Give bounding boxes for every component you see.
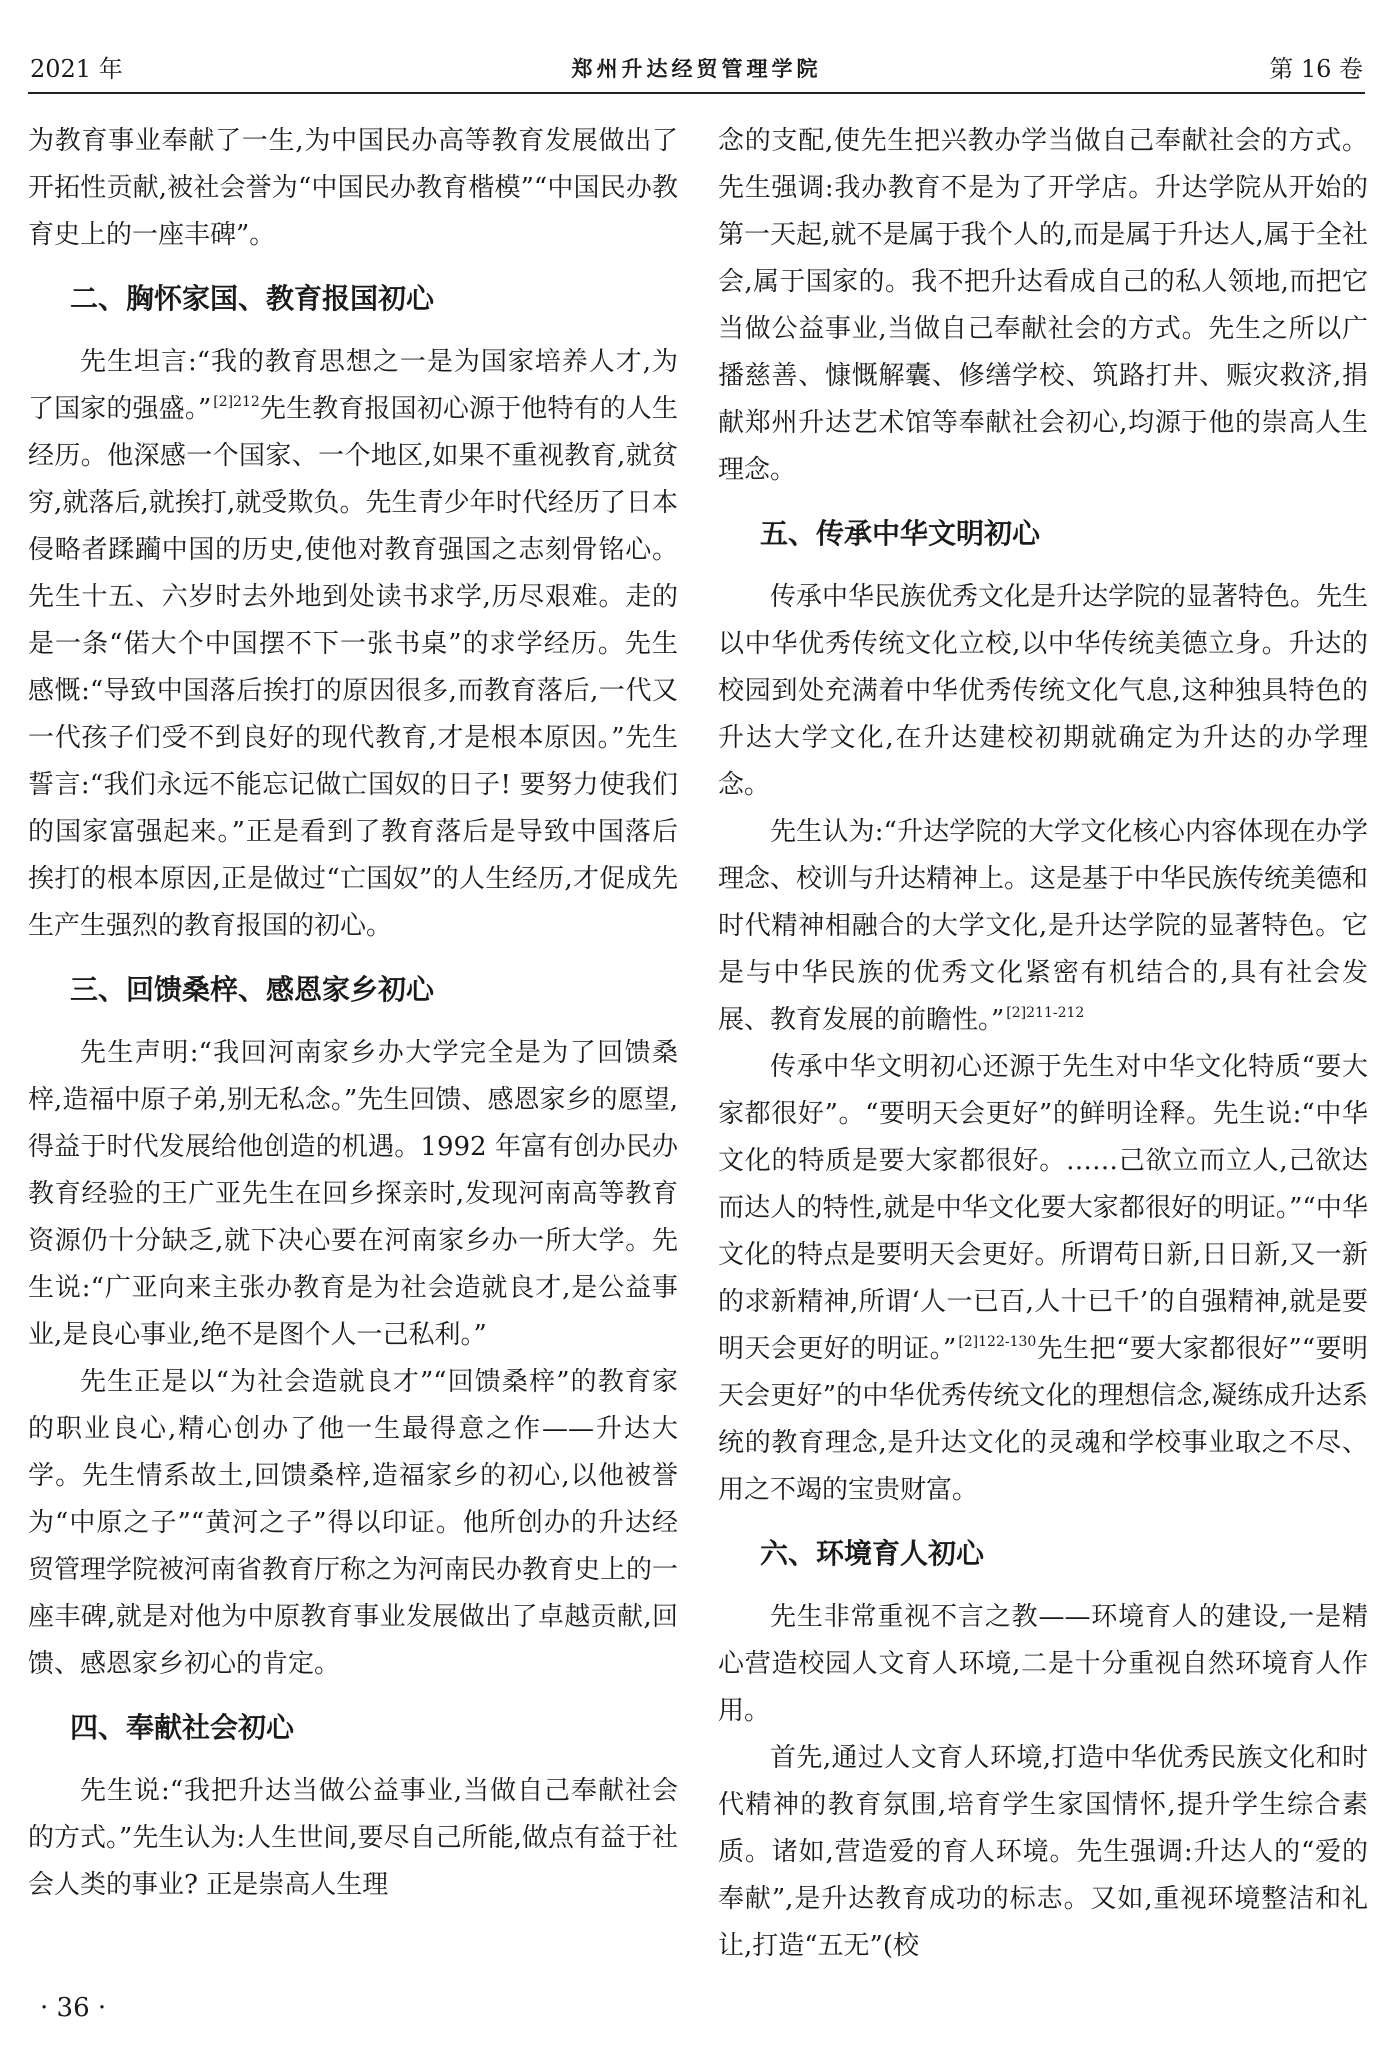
paragraph: 先生正是以“为社会造就良才”“回馈桑梓”的教育家的职业良心,精心创办了他一生最得意之作——升达大学。先生情系故土,回馈桑梓,造福家乡的初心,以他被誉为“中原之子”“黄河之子”得以印证。他所创办的升达经贸管理学院被河南省教育厅称之为河南民办教育史上的一座丰碑,就是对他为中原教育事业发展做出了卓越贡献,回馈、感恩家乡初心的肯定。 xyxy=(28,1367,679,1679)
right-column xyxy=(718,118,1368,1970)
paragraph: 先生声明:“我回河南家乡办大学完全是为了回馈桑梓,造福中原子弟,别无私念。”先生回馈、感恩家乡的愿望,得益于时代发展给他创造的机遇。1992 年富有创办民办教育经验的王广亚先生在回乡探亲时,发现河南高等教育资源仍十分缺乏,就下决心要在河南家乡办一所大学。先生说:“广亚向来主张办教育是为社会造就良才,是公益事业,是良心事业,绝不是图个人一己私利。” xyxy=(28,1038,678,1350)
citation-ref: [2]211-212 xyxy=(1006,1005,1085,1021)
paragraph-text: 先生把“要大家都很好”“要明天会更好”的中华优秀传统文化的理想信念,凝练成升达系统的教育理念,是升达文化的灵魂和学校事业取之不尽、用之不竭的宝贵财富。 xyxy=(718,1334,1368,1505)
paragraph: 念的支配,使先生把兴教办学当做自己奉献社会的方式。先生强调:我办教育不是为了开学店。升达学院从开始的第一天起,就不是属于我个人的,而是属于升达人,属于全社会,属于国家的。我不把升达看成自己的私人领地,而把它当做公益事业,当做自己奉献社会的方式。先生之所以广播慈善、慷慨解囊、修缮学校、筑路打井、赈灾救济,捐献郑州升达艺术馆等奉献社会初心,均源于他的崇高人生理念。 xyxy=(718,126,1368,485)
paragraph: 传承中华民族优秀文化是升达学院的显著特色。先生以中华优秀传统文化立校,以中华传统美德立身。升达的校园到处充满着中华优秀传统文化气息,这种独具特色的升达大学文化,在升达建校初期就确定为升达的办学理念。 xyxy=(718,582,1369,800)
paragraph-text: 先生认为:“升达学院的大学文化核心内容体现在办学理念、校训与升达精神上。这是基于中华民族传统美德和时代精神相融合的大学文化,是升达学院的显著特色。它是与中华民族的优秀文化紧密有机结合的,具有社会发展、教育发展的前瞻性。” xyxy=(718,817,1369,1035)
citation-ref: [2]122-130 xyxy=(958,1334,1037,1350)
section-heading-3: 三、回馈桑梓、感恩家乡初心 xyxy=(70,973,435,1006)
paragraph xyxy=(718,1044,1368,1514)
header-year: 2021 年 xyxy=(30,55,123,83)
citation-ref: [2]212 xyxy=(213,394,260,410)
running-header xyxy=(28,54,1365,94)
paragraph xyxy=(718,809,1368,1044)
header-volume: 第 16 卷 xyxy=(1269,55,1363,83)
section-heading-2: 二、胸怀家国、教育报国初心 xyxy=(70,282,435,315)
section-heading-6: 六、环境育人初心 xyxy=(760,1537,985,1570)
section-heading-4: 四、奉献社会初心 xyxy=(70,1711,295,1744)
section-heading-5: 五、传承中华文明初心 xyxy=(760,517,1041,550)
left-column xyxy=(28,118,678,1909)
page-number: · 36 · xyxy=(40,1993,107,2023)
paragraph-text: 传承中华文明初心还源于先生对中华文化特质“要大家都很好”。“要明天会更好”的鲜明诠释。先生说:“中华文化的特质是要大家都很好。……己欲立而立人,己欲达而达人的特性,就是中华文化要大家都很好的明证。”“中华文化的特点是要明天会更好。所谓苟日新,日日新,又一新的求新精神,所谓‘人一已百,人十已千’的自强精神,就是要明天会更好的明证。” xyxy=(718,1052,1368,1364)
paragraph: 首先,通过人文育人环境,打造中华优秀民族文化和时代精神的教育氛围,培育学生家国情怀,提升学生综合素质。诸如,营造爱的育人环境。先生强调:升达人的“爱的奉献”,是升达教育成功的标志。又如,重视环境整洁和礼让,打造“五无”(校 xyxy=(718,1743,1368,1961)
paragraph: 先生非常重视不言之教——环境育人的建设,一是精心营造校园人文育人环境,二是十分重视自然环境育人作用。 xyxy=(718,1602,1368,1726)
paragraph xyxy=(28,339,678,950)
paragraph: 为教育事业奉献了一生,为中国民办高等教育发展做出了开拓性贡献,被社会誉为“中国民办教育楷模”“中国民办教育史上的一座丰碑”。 xyxy=(28,126,678,250)
paragraph: 先生说:“我把升达当做公益事业,当做自己奉献社会的方式。”先生认为:人生世间,要尽自己所能,做点有益于社会人类的事业? 正是崇高人生理 xyxy=(28,1776,678,1900)
paragraph-text: 先生坦言:“我的教育思想之一是为国家培养人才,为了国家的强盛。” xyxy=(28,347,678,424)
paragraph-text: 先生教育报国初心源于他特有的人生经历。他深感一个国家、一个地区,如果不重视教育,就贫穷,就落后,就挨打,就受欺负。先生青少年时代经历了日本侵略者蹂躏中国的历史,使他对教育强国之志刻骨铭心。先生十五、六岁时去外地到处读书求学,历尽艰难。走的是一条“偌大个中国摆不下一张书桌”的求学经历。先生感慨:“导致中国落后挨打的原因很多,而教育落后,一代又一代孩子们受不到良好的现代教育,才是根本原因。”先生誓言:“我们永远不能忘记做亡国奴的日子! 要努力使我们的国家富强起来。”正是看到了教育落后是导致中国落后挨打的根本原因,正是做过“亡国奴”的人生经历,才促成先生产生强烈的教育报国的初心。 xyxy=(28,394,678,941)
header-journal-title: 郑州升达经贸管理学院 xyxy=(571,56,822,81)
